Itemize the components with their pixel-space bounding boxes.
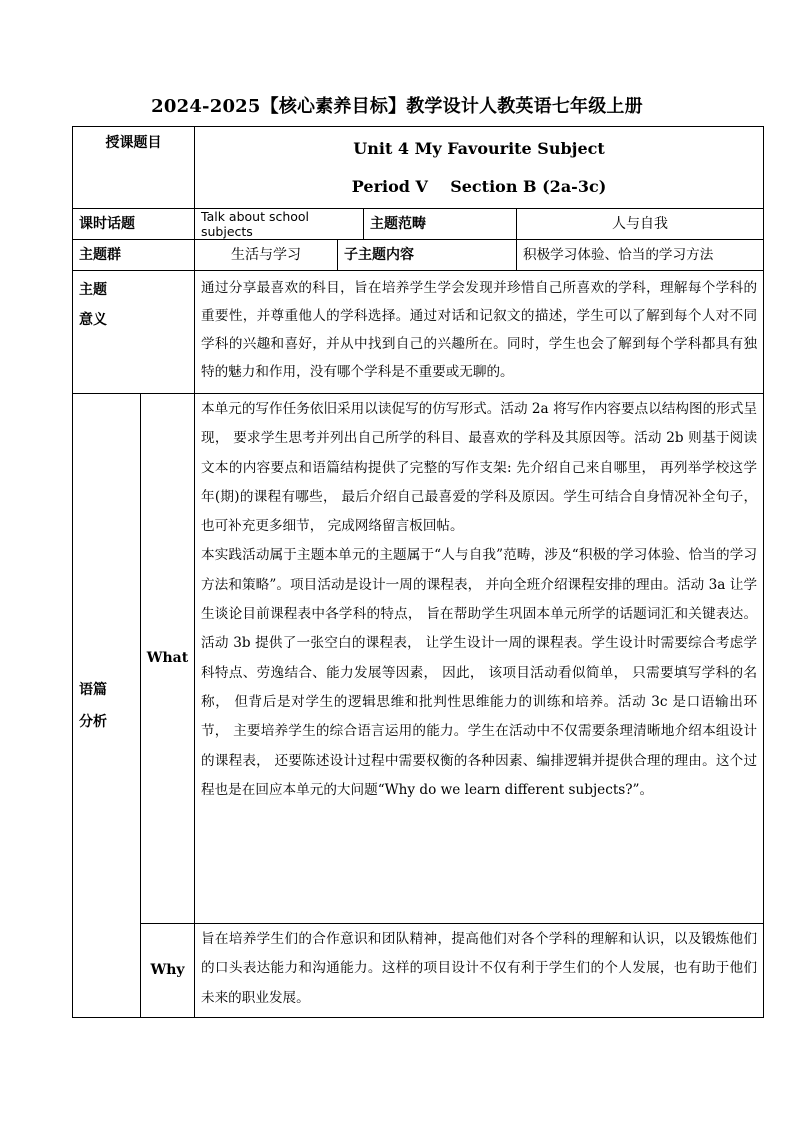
row-analysis-why	[73, 924, 764, 1018]
sub-theme-value: 积极学习体验、恰当的学习方法	[517, 240, 764, 271]
row-class-topic	[73, 209, 764, 240]
theme-scope-label: 主题范畴	[364, 209, 517, 240]
text-analysis-label-line2: 分析	[79, 713, 107, 730]
class-topic-label: 课时话题	[73, 209, 195, 240]
lesson-plan-table	[72, 126, 764, 1018]
theme-group-label: 主题群	[73, 240, 195, 271]
theme-group-value: 生活与学习	[195, 240, 338, 271]
what-text-paragraph-1: 本单元的写作任务依旧采用以读促写的仿写形式。活动 2a 将写作内容要点以结构图的形式呈现， 要求学生思考并列出自己所学的科目、最喜欢的学科及其原因等。活动 2b 则基于阅读文本的内容要点和语篇结构提供了完整的写作支架: 先介绍自己来自哪里， 再列举学校这学年(期)的课程有哪些， 最后介绍自己最喜爱的学科及原因。学生可结合自身情况补全句子， 也可补充更多细节， 完成网络留言板回帖。	[201, 401, 758, 535]
why-text: 旨在培养学生们的合作意识和团队精神，提高他们对各个学科的理解和认识，以及锻炼他们的口头表达能力和沟通能力。这样的项目设计不仅有利于学生们的个人发展，也有助于他们未来的职业发展。	[201, 931, 758, 1006]
sub-theme-label: 子主题内容	[338, 240, 517, 271]
what-cell	[195, 394, 764, 924]
theme-meaning-text: 通过分享最喜欢的科目，旨在培养学生学会发现并珍惜自己所喜欢的学科，理解每个学科的重要性，并尊重他人的学科选择。通过对话和记叙文的描述，学生可以了解到每个人对不同学科的兴趣和喜好，并从中找到自己的兴趣所在。同时，学生也会了解到每个学科都具有独特的魅力和作用，没有哪个学科是不重要或无聊的。	[201, 280, 758, 380]
text-analysis-label-line1: 语篇	[79, 681, 107, 698]
theme-meaning-label	[73, 271, 195, 394]
row-lesson-topic	[73, 127, 764, 209]
theme-meaning-cell	[195, 271, 764, 394]
period-title: Period V Section B (2a-3c)	[351, 176, 607, 196]
why-cell	[195, 924, 764, 1018]
what-text-paragraph-2: 本实践活动属于主题本单元的主题属于“人与自我”范畴，涉及“积极的学习体验、恰当的学习方法和策略”。项目活动是设计一周的课程表， 并向全班介绍课程安排的理由。活动 3a 让学生谈论目前课程表中各学科的特点， 旨在帮助学生巩固本单元所学的话题词汇和关键表达。活动 3b 提供了一张空白的课程表， 让学生设计一周的课程表。学生设计时需要综合考虑学科特点、劳逸结合、能力发展等因素， 因此， 该项目活动看似简单， 只需要填写学科的名称， 但背后是对学生的逻辑思维和批判性思维能力的训练和培养。活动 3c 是口语输出环节， 主要培养学生的综合语言运用的能力。学生在活动中不仅需要条理清晰地介绍本组设计的课程表， 还要陈述设计过程中需要权衡的各种因素、编排逻辑并提供合理的理由。这个过程也是在回应本单元的大问题“Why do we learn different subjects?”。	[201, 547, 758, 798]
what-label: What	[141, 394, 195, 924]
unit-title: Unit 4 My Favourite Subject	[353, 139, 605, 159]
row-theme-group	[73, 240, 764, 271]
row-theme-meaning	[73, 271, 764, 394]
theme-scope-value: 人与自我	[517, 209, 764, 240]
theme-meaning-label-line2: 意义	[79, 312, 107, 328]
theme-meaning-label-line1: 主题	[79, 282, 107, 298]
row-analysis-what	[73, 394, 764, 924]
text-analysis-label	[73, 394, 141, 1018]
document-title: 2024-2025【核心素养目标】教学设计人教英语七年级上册	[151, 96, 643, 117]
lesson-topic-cell	[195, 127, 764, 209]
why-label: Why	[141, 924, 195, 1018]
lesson-topic-label: 授课题目	[73, 127, 195, 209]
class-topic-value: Talk about school subjects	[195, 209, 364, 240]
